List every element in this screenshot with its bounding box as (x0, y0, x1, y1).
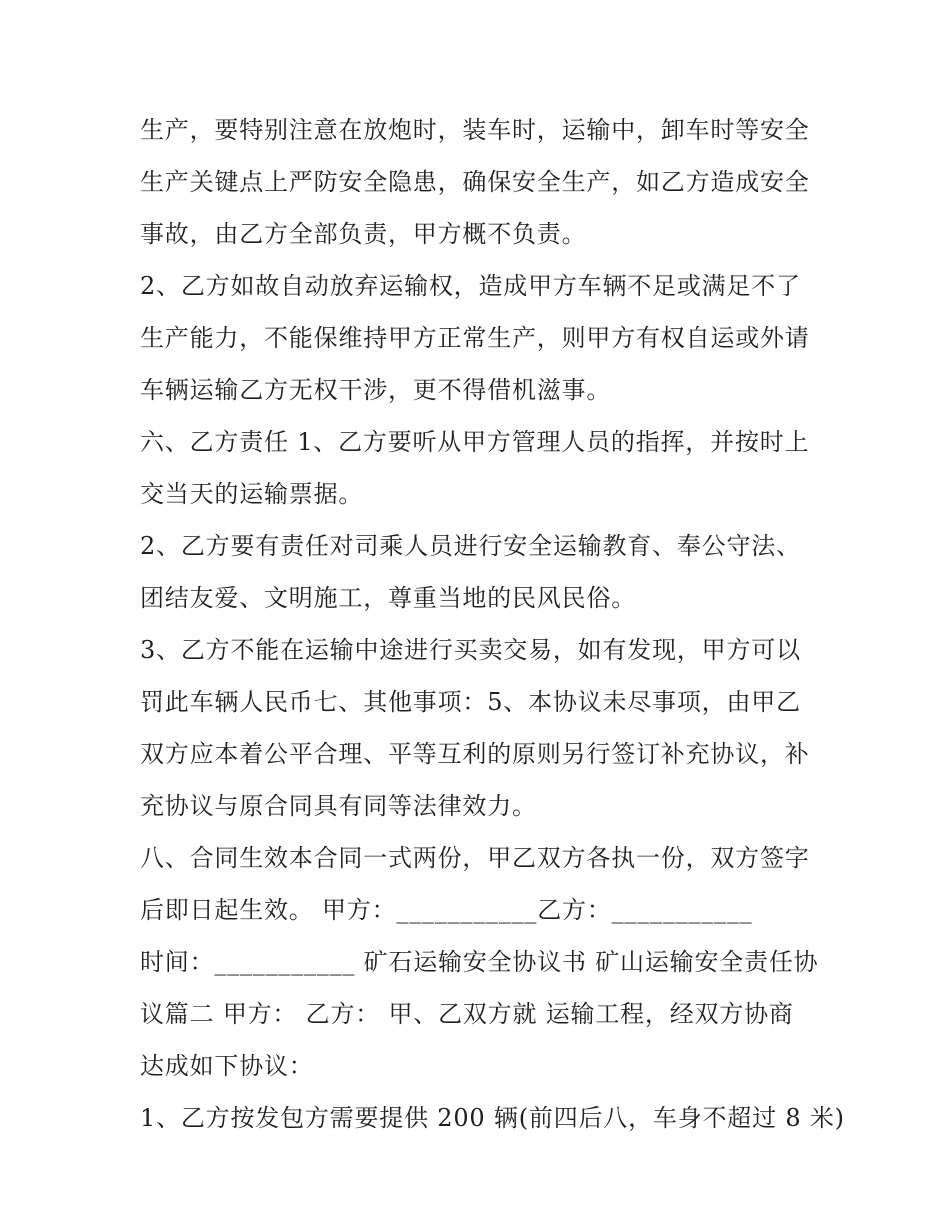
text-line: 达成如下协议： (140, 1052, 314, 1080)
text-line: 3、乙方不能在运输中途进行买卖交易，如有发现，甲方可以 (140, 636, 801, 664)
text-line: 充协议与原合同具有同等法律效力。 (140, 792, 537, 820)
text-line: 八、合同生效本合同一式两份，甲乙双方各执一份，双方签字 (140, 844, 810, 872)
text-line: 团结友爱、文明施工，尊重当地的民风民俗。 (140, 584, 636, 612)
document-body (140, 108, 845, 1148)
text-line: 1、乙方按发包方需要提供 200 辆(前四后八，车身不超过 8 米) (140, 1104, 845, 1132)
text-line: 2、乙方要有责任对司乘人员进行安全运输教育、奉公守法、 (140, 532, 801, 560)
text-line: 罚此车辆人民币七、其他事项：5、本协议未尽事项，由甲乙 (140, 688, 801, 716)
text-line: 车辆运输乙方无权干涉，更不得借机滋事。 (140, 376, 612, 404)
text-line: 六、乙方责任 1、乙方要听从甲方管理人员的指挥，并按时上 (140, 428, 810, 456)
text-line: 交当天的运输票据。 (140, 480, 364, 508)
text-line: 2、乙方如故自动放弃运输权，造成甲方车辆不足或满足不了 (140, 272, 801, 300)
text-line: 后即日起生效。 甲方：___________乙方：___________ (140, 896, 753, 924)
text-line: 双方应本着公平合理、平等互利的原则另行签订补充协议，补 (140, 740, 810, 768)
text-line: 事故，由乙方全部负责，甲方概不负责。 (140, 220, 587, 248)
text-line: 议篇二 甲方： 乙方： 甲、乙双方就 运输工程，经双方协商 (140, 1000, 794, 1028)
text-line: 时间：___________ 矿石运输安全协议书 矿山运输安全责任协 (140, 948, 819, 976)
text-line: 生产能力，不能保维持甲方正常生产，则甲方有权自运或外请 (140, 324, 810, 352)
text-line: 生产关键点上严防安全隐患，确保安全生产，如乙方造成安全 (140, 168, 810, 196)
text-line: 生产，要特别注意在放炮时，装车时，运输中，卸车时等安全 (140, 116, 810, 144)
